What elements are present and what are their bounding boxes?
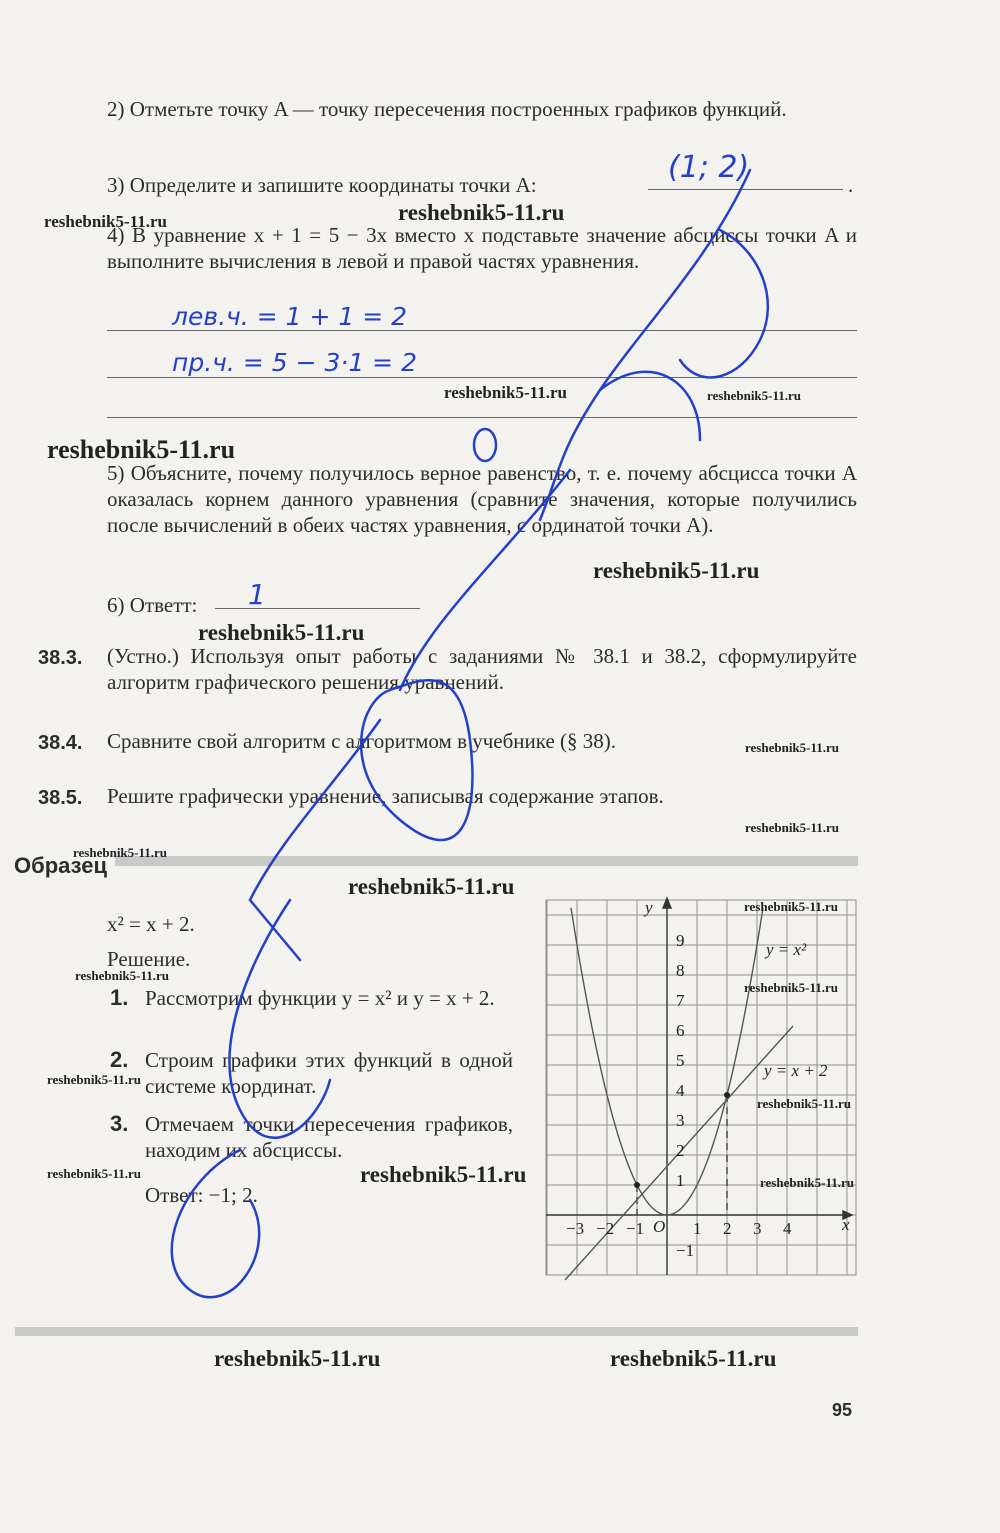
sample-equation: x² = x + 2. [107, 912, 195, 936]
watermark: reshebnik5-11.ru [198, 620, 365, 645]
y-tick-label: 3 [676, 1111, 685, 1130]
watermark: reshebnik5-11.ru [47, 1072, 142, 1087]
handwritten-coordinates: (1; 2) [668, 150, 750, 185]
task-5-text: 5) Объясните, почему получилось верное равенство, т. е. почему абсцисса точки A оказалась корнем данного уравнения (сравните значения, которые получились после вычислений в обеих частях уравнения, с ординатой точки A). [107, 461, 857, 537]
intersection-point [634, 1182, 640, 1188]
pen-stroke [250, 720, 380, 960]
watermark: reshebnik5-11.ru [47, 435, 236, 464]
task-6-label: 6) Ответт: [107, 593, 198, 617]
x-tick-label: 3 [753, 1219, 762, 1238]
watermark: reshebnik5-11.ru [44, 212, 167, 231]
watermark: reshebnik5-11.ru [744, 899, 839, 914]
solution-label: Решение. [107, 947, 191, 971]
pen-stroke [540, 170, 750, 520]
x-tick-label: −1 [626, 1219, 645, 1238]
y-tick-label: −1 [676, 1241, 695, 1260]
watermark: reshebnik5-11.ru [398, 200, 565, 225]
pen-stroke [474, 429, 496, 461]
watermark: reshebnik5-11.ru [757, 1096, 852, 1111]
step-text: Отмечаем точки пересечения графиков, находим их абсциссы. [145, 1112, 513, 1162]
exercise-text: Решите графически уравнение, записывая содержание этапов. [107, 784, 664, 808]
exercise-number: 38.5. [38, 787, 83, 809]
exercise-text: Сравните свой алгоритм с алгоритмом в учебнике (§ 38). [107, 729, 617, 753]
task-3-text: 3) Определите и запишите координаты точки A: [107, 173, 537, 197]
step-text: Рассмотрим функции y = x² и y = x + 2. [145, 986, 495, 1010]
watermark: reshebnik5-11.ru [348, 874, 515, 899]
pen-stroke [680, 230, 768, 377]
x-axis-label: x [842, 1215, 850, 1234]
watermark: reshebnik5-11.ru [745, 820, 840, 835]
watermark: reshebnik5-11.ru [760, 1175, 855, 1190]
task-4-text: 4) В уравнение x + 1 = 5 − 3x вместо x подставьте значение абсциссы точки A и выполните вычисления в левой и правой частях уравнения. [107, 223, 857, 273]
y-tick-label: 4 [676, 1081, 685, 1100]
y-tick-label: 8 [676, 961, 685, 980]
pen-stroke [172, 1150, 259, 1297]
y-tick-label: 6 [676, 1021, 685, 1040]
watermark: reshebnik5-11.ru [744, 980, 839, 995]
watermark: reshebnik5-11.ru [214, 1346, 381, 1371]
curve-label-line: y = x + 2 [764, 1061, 828, 1080]
step-number: 3. [110, 1111, 129, 1136]
watermark: reshebnik5-11.ru [73, 845, 168, 860]
handwritten-line-right: пр.ч. = 5 − 3·1 = 2 [172, 348, 417, 377]
step-text: Строим графики этих функций в одной системе координат. [145, 1048, 513, 1098]
x-tick-label: 2 [723, 1219, 732, 1238]
pen-stroke [600, 372, 700, 440]
x-tick-label: −3 [566, 1219, 585, 1238]
step-number: 1. [110, 985, 129, 1010]
x-tick-label: 4 [783, 1219, 792, 1238]
handwritten-line-left: лев.ч. = 1 + 1 = 2 [172, 302, 407, 331]
watermark: reshebnik5-11.ru [75, 968, 170, 983]
watermark: reshebnik5-11.ru [593, 558, 760, 583]
page-number: 95 [832, 1400, 853, 1420]
exercise-number: 38.4. [38, 732, 83, 754]
y-axis-label: y [645, 898, 653, 917]
x-tick-label: 1 [693, 1219, 702, 1238]
x-tick-label: −2 [596, 1219, 615, 1238]
origin-label: O [653, 1217, 666, 1236]
y-tick-label: 2 [676, 1141, 685, 1160]
watermark: reshebnik5-11.ru [745, 740, 840, 755]
intersection-point [724, 1092, 730, 1098]
task-2-text: 2) Отметьте точку A — точку пересечения построенных графиков функций. [107, 97, 787, 121]
watermark: reshebnik5-11.ru [707, 388, 802, 403]
watermark: reshebnik5-11.ru [47, 1166, 142, 1181]
y-tick-label: 7 [676, 991, 685, 1010]
y-tick-label: 5 [676, 1051, 685, 1070]
pen-stroke [400, 470, 570, 690]
watermark: reshebnik5-11.ru [610, 1346, 777, 1371]
y-tick-label: 9 [676, 931, 685, 950]
watermark: reshebnik5-11.ru [360, 1162, 527, 1187]
exercise-number: 38.3. [38, 647, 83, 669]
task-3-dot: . [848, 173, 854, 197]
section-band [15, 1327, 858, 1336]
handwritten-answer: 1 [248, 578, 266, 611]
y-tick-label: 1 [676, 1171, 685, 1190]
sample-answer: Ответ: −1; 2. [145, 1183, 258, 1207]
step-number: 2. [110, 1047, 129, 1072]
sample-heading: Образец [14, 853, 115, 879]
exercise-text: (Устно.) Используя опыт работы с заданиями № 38.1 и 38.2, сформулируйте алгоритм графического решения уравнений. [107, 644, 857, 694]
curve-label-parabola: y = x² [766, 940, 807, 959]
watermark: reshebnik5-11.ru [444, 383, 567, 402]
pen-stroke [361, 680, 472, 840]
